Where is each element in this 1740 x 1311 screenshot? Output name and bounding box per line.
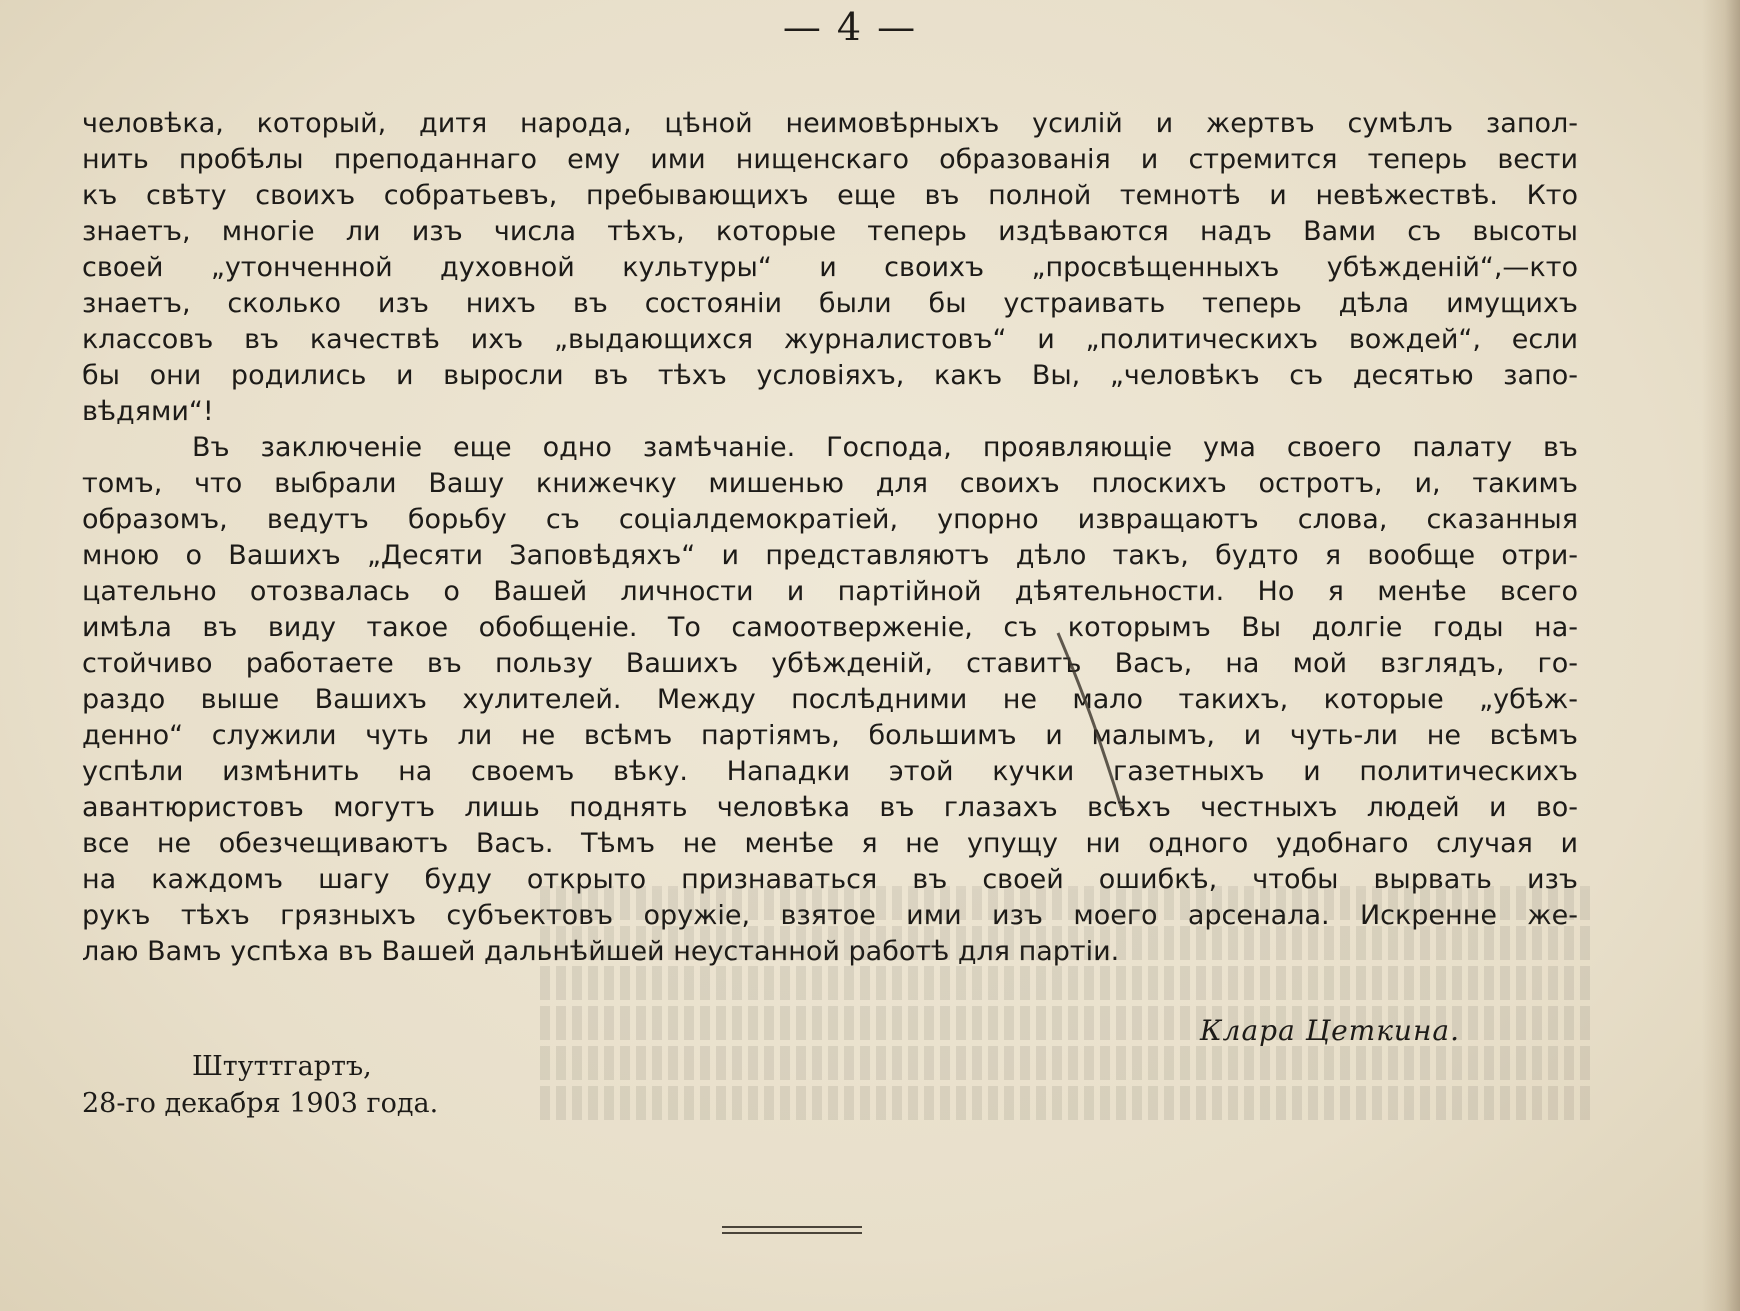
text-line: томъ, что выбрали Вашу книжечку мишенью для своихъ плоскихъ остротъ, и, такимъ [82,468,1578,499]
text-line: рукъ тѣхъ грязныхъ субъектовъ оружіе, взятое ими изъ моего арсенала. Искренне же- [82,900,1578,931]
text-line: все не обезчещиваютъ Васъ. Тѣмъ не менѣе я не упущу ни одного удобнаго случая и [82,828,1578,859]
text-line: лаю Вамъ успѣха въ Вашей дальнѣйшей неустанной работѣ для партіи. [82,936,1120,967]
text-line: образомъ, ведутъ борьбу съ соціалдемократіей, упорно извращаютъ слова, сказанныя [82,504,1578,535]
text-line: авантюристовъ могутъ лишь поднять человѣка въ глазахъ всѣхъ честныхъ людей и во- [82,792,1578,823]
end-rule-bottom [722,1232,862,1234]
place: Штуттгартъ, [192,1051,372,1082]
text-line: успѣли измѣнить на своемъ вѣку. Нападки этой кучки газетныхъ и политическихъ [82,756,1578,787]
text-line: классовъ въ качествѣ ихъ „выдающихся журналистовъ“ и „политическихъ вождей“, если [82,324,1578,355]
text-line: цательно отозвалась о Вашей личности и партійной дѣятельности. Но я менѣе всего [82,576,1578,607]
text-line: къ свѣту своихъ собратьевъ, пребывающихъ еще въ полной темнотѣ и невѣжествѣ. Кто [82,180,1578,211]
text-line: раздо выше Вашихъ хулителей. Между послѣдними не мало такихъ, которые „убѣж- [82,684,1578,715]
pencil-stroke [1058,633,1122,810]
text-line: своей „утонченной духовной культуры“ и своихъ „просвѣщенныхъ убѣжденій“,—кто [82,252,1578,283]
text-line: мною о Вашихъ „Десяти Заповѣдяхъ“ и представляютъ дѣло такъ, будто я вообще отри- [82,540,1578,571]
text-line: знаетъ, сколько изъ нихъ въ состояніи были бы устраивать теперь дѣла имущихъ [82,288,1578,319]
text-line: стойчиво работаете въ пользу Вашихъ убѣжденій, ставитъ Васъ, на мой взглядъ, го- [82,648,1578,679]
pencil-mark [1050,625,1130,825]
text-line: нить пробѣлы преподаннаго ему ими нищенскаго образованія и стремится теперь вести [82,144,1578,175]
signature: Клара Цеткина. [1199,1014,1460,1047]
page-number: — 4 — [782,5,918,49]
text-line: имѣла въ виду такое обобщеніе. То самоотверженіе, съ которымъ Вы долгіе годы на- [82,612,1578,643]
text-line: денно“ служили чуть ли не всѣмъ партіямъ, большимъ и малымъ, и чуть-ли не всѣмъ [82,720,1578,751]
text-line: вѣдями“! [82,396,214,427]
paragraph-start: Въ заключеніе еще одно замѣчаніе. Господа, проявляющіе ума своего палату въ [192,432,1578,463]
text-line: на каждомъ шагу буду открыто признаваться въ своей ошибкѣ, чтобы вырвать изъ [82,864,1578,895]
text-line: знаетъ, многіе ли изъ числа тѣхъ, которые теперь издѣваются надъ Вами съ высоты [82,216,1578,247]
text-line: бы они родились и выросли въ тѣхъ условіяхъ, какъ Вы, „человѣкъ съ десятью запо- [82,360,1578,391]
page-edge-shadow [1702,0,1740,1311]
date: 28-го декабря 1903 года. [82,1088,439,1119]
end-rule-top [722,1226,862,1228]
text-line: человѣка, который, дитя народа, цѣной неимовѣрныхъ усилій и жертвъ сумѣлъ запол- [82,108,1578,139]
